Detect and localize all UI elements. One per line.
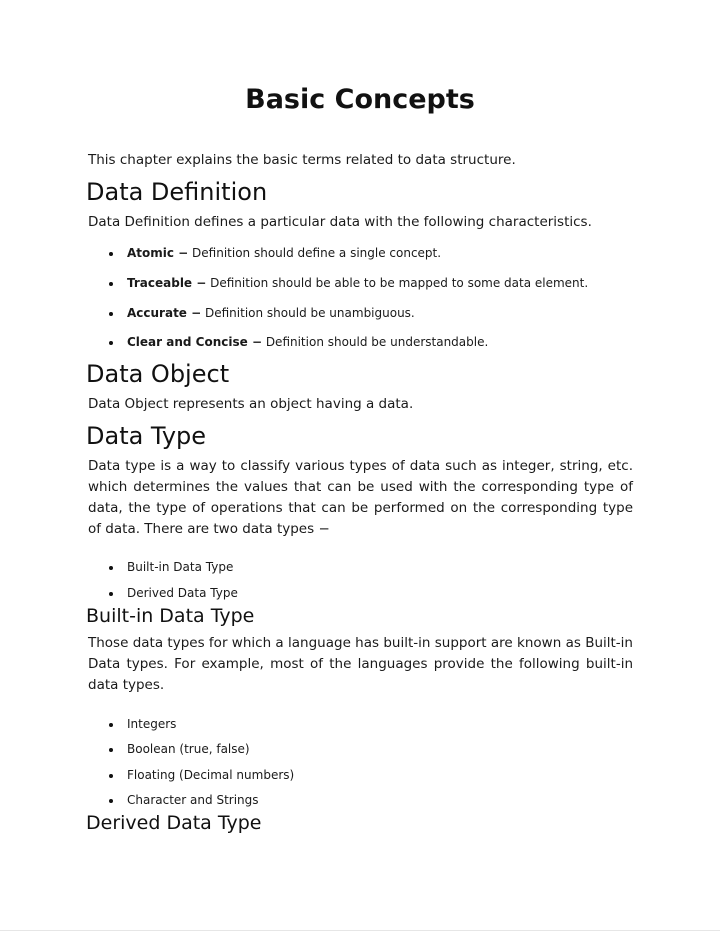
data-object-text: Data Object represents an object having a data.: [88, 396, 414, 412]
list-item: Boolean (true, false): [88, 742, 294, 768]
list-item-term: Clear and Concise −: [127, 335, 262, 349]
list-item: Character and Strings: [88, 793, 294, 813]
builtin-type-list: [88, 717, 294, 813]
list-item: [88, 306, 588, 335]
list-item-term: Traceable −: [127, 276, 207, 290]
list-item-desc: Definition should be understandable.: [262, 335, 489, 349]
list-item: Built-in Data Type: [88, 560, 238, 586]
data-type-list: [88, 560, 238, 606]
builtin-type-heading: Built-in Data Type: [86, 605, 255, 627]
list-item-desc: Definition should be able to be mapped to some data element.: [206, 276, 589, 290]
page-title: Basic Concepts: [245, 84, 475, 115]
builtin-type-text: Those data types for which a language has built-in support are known as Built-in Data types. For example, most of the languages provide the following built-in data types.: [88, 635, 633, 693]
derived-type-heading: Derived Data Type: [86, 812, 262, 834]
list-item-desc: Definition should define a single concept.: [188, 246, 442, 260]
list-item: [88, 276, 588, 306]
list-item: Integers: [88, 717, 294, 742]
list-item-term: Accurate −: [127, 306, 202, 320]
list-item: [88, 246, 588, 276]
list-item-term: Atomic −: [127, 246, 189, 260]
data-definition-list: [88, 246, 588, 355]
list-item: Derived Data Type: [88, 586, 238, 606]
data-type-heading: Data Type: [86, 422, 207, 450]
intro-text: This chapter explains the basic terms related to data structure.: [88, 152, 516, 168]
list-item-desc: Definition should be unambiguous.: [201, 306, 415, 320]
data-object-heading: Data Object: [86, 360, 230, 388]
data-definition-heading: Data Definition: [86, 178, 268, 206]
data-type-text: Data type is a way to classify various types of data such as integer, string, etc. which determines the values that can be used with the corresponding type of data, the type of operations that can be performed on the corresponding type of data. There are two data types −: [88, 458, 633, 537]
list-item: Floating (Decimal numbers): [88, 768, 294, 793]
data-definition-text: Data Definition defines a particular data with the following characteristics.: [88, 214, 592, 230]
list-item: [88, 335, 588, 355]
